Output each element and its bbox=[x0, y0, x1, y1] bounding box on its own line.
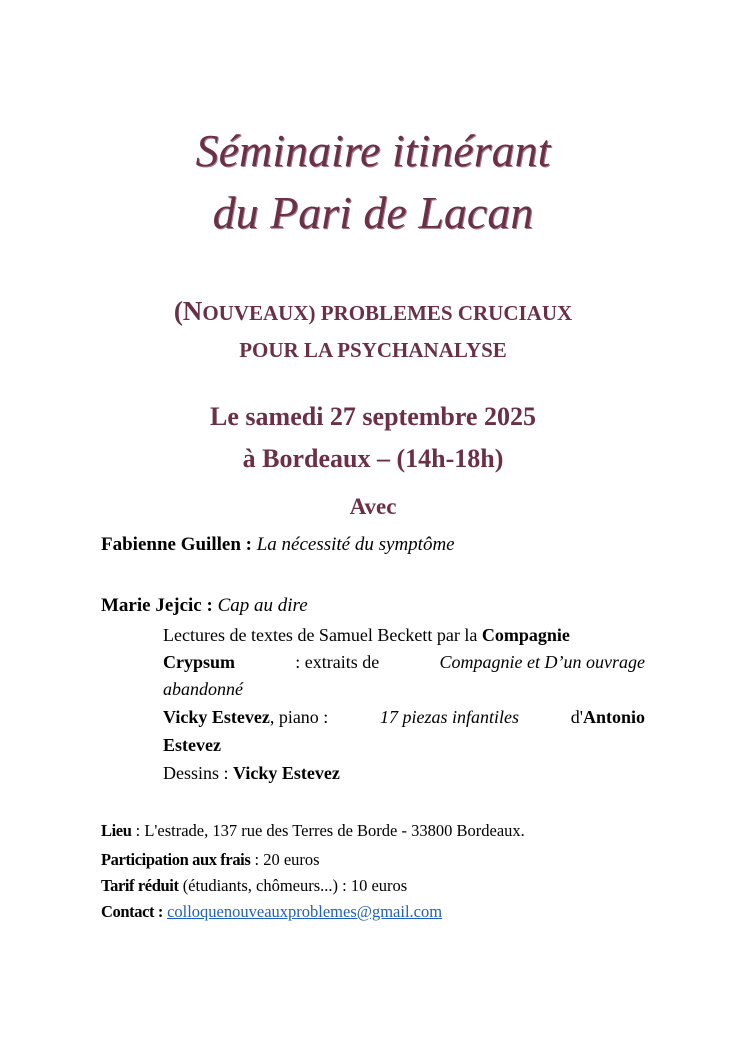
drawings-label: Dessins : bbox=[163, 763, 229, 783]
tarif-value: (étudiants, chômeurs...) : 10 euros bbox=[178, 876, 408, 895]
company-extracts-line bbox=[163, 653, 645, 671]
piano-line bbox=[163, 708, 645, 726]
participation-label: Participation aux frais bbox=[101, 850, 251, 869]
speaker-2-name: Marie Jejcic : bbox=[101, 595, 213, 616]
avec-heading: Avec bbox=[349, 494, 397, 519]
title-line-1: Séminaire itinérant bbox=[195, 125, 551, 176]
composer-line bbox=[163, 736, 221, 754]
speaker-2-talk: Cap au dire bbox=[217, 595, 308, 616]
extracts-title: Compagnie et D’un ouvrage bbox=[439, 652, 645, 672]
contact-email-link[interactable]: colloquenouveauxproblemes@gmail.com bbox=[167, 902, 443, 921]
event-date: Le samedi 27 septembre 2025 bbox=[210, 402, 536, 431]
tarif-label: Tarif réduit bbox=[101, 876, 179, 895]
reading-prefix: Lectures de textes de Samuel Beckett par la bbox=[163, 625, 478, 645]
piano-work: 17 piezas infantiles bbox=[380, 707, 520, 727]
lieu-line bbox=[101, 823, 525, 840]
composer-name-part-2: Estevez bbox=[163, 735, 221, 755]
speaker-2 bbox=[101, 596, 308, 615]
subtitle-rest: OUVEAUX) PROBLEMES CRUCIAUX bbox=[202, 301, 573, 325]
piano-label: , piano : bbox=[269, 707, 329, 727]
subtitle-line-1 bbox=[0, 298, 746, 325]
tarif-line bbox=[101, 878, 407, 895]
company-name-part-1: Compagnie bbox=[481, 625, 570, 645]
composer-name-part-1: Antonio bbox=[582, 707, 645, 727]
piano-name: Vicky Estevez bbox=[163, 707, 270, 727]
reading-line bbox=[163, 626, 570, 644]
contact-label: Contact : bbox=[101, 902, 163, 921]
extracts-label: : extraits de bbox=[295, 652, 380, 672]
participation-value: : 20 euros bbox=[250, 850, 320, 869]
piano-of: d' bbox=[570, 707, 583, 727]
subtitle-line-2 bbox=[0, 340, 746, 361]
extracts-title-continued bbox=[163, 680, 243, 698]
lieu-label: Lieu bbox=[101, 821, 132, 840]
subtitle-initial: (N bbox=[173, 296, 203, 326]
speaker-1-talk: La nécessité du symptôme bbox=[256, 534, 455, 555]
event-place: à Bordeaux – (14h-18h) bbox=[242, 444, 504, 473]
company-name-part-2: Crypsum bbox=[163, 652, 236, 672]
contact-line bbox=[101, 904, 442, 921]
speaker-1 bbox=[101, 535, 455, 554]
lieu-value: : L'estrade, 137 rue des Terres de Borde - 33800 Bordeaux. bbox=[131, 821, 525, 840]
speaker-1-name: Fabienne Guillen : bbox=[101, 534, 252, 555]
subtitle-line-2-text: POUR LA PSYCHANALYSE bbox=[239, 338, 507, 362]
participation-line bbox=[101, 852, 320, 869]
drawings-name: Vicky Estevez bbox=[233, 763, 340, 783]
extracts-title-cont: abandonné bbox=[163, 679, 243, 699]
title-line-2: du Pari de Lacan bbox=[212, 187, 534, 238]
drawings-line bbox=[163, 764, 340, 782]
